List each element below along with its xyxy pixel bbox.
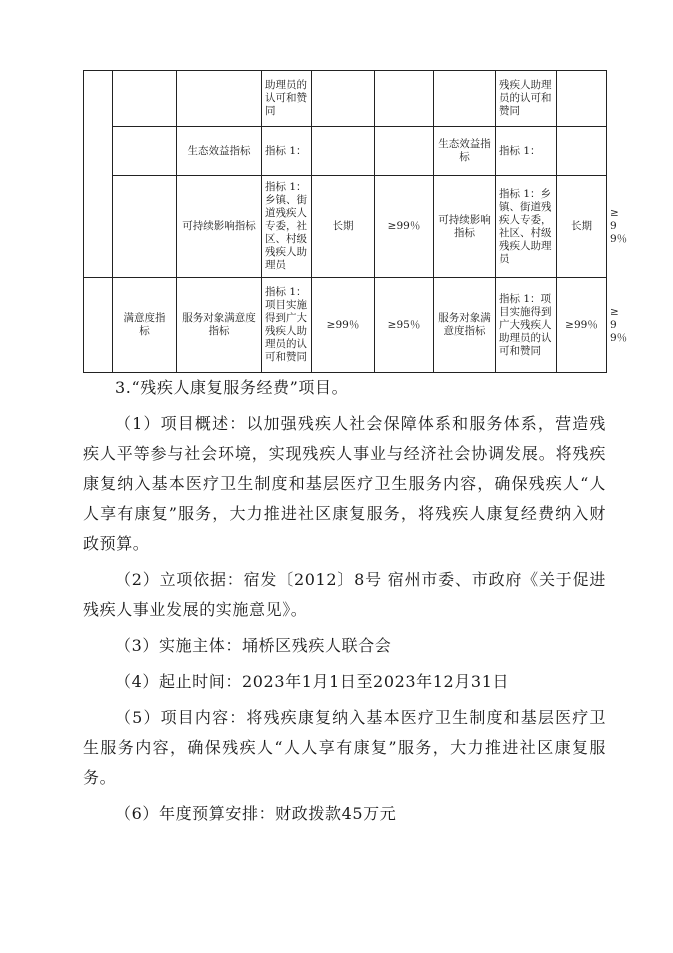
table-cell <box>557 127 607 176</box>
table-cell <box>312 71 375 127</box>
table-cell: 长期 <box>312 176 375 278</box>
table-cell <box>375 127 434 176</box>
table-cell <box>434 71 496 127</box>
table-row: 可持续影响指标 指标 1：乡镇、街道残疾人专委，社区、村级残疾人助理员 长期 ≥99％ 可持续影响指标 指标 1：乡镇、街道残疾人专委，社区、村级残疾人助理员 长期 ≥99％ <box>84 176 607 278</box>
table-cell: ≥99％ <box>312 278 375 373</box>
table-cell <box>312 127 375 176</box>
table-cell: 指标 1：乡镇、街道残疾人专委，社区、村级残疾人助理员 <box>496 176 557 278</box>
paragraph-period: （4）起止时间：2023年1月1日至2023年12月31日 <box>115 672 510 691</box>
table-cell <box>557 71 607 127</box>
table-cell: 长期 <box>557 176 607 278</box>
table-cell <box>84 71 113 278</box>
performance-indicator-table <box>83 70 628 373</box>
table-cell: 服务对象满意度指标 <box>434 278 496 373</box>
table-cell: 指标 1：乡镇、街道残疾人专委，社区、村级残疾人助理员 <box>262 176 312 278</box>
table-row <box>84 127 607 176</box>
table-cell <box>177 71 262 127</box>
table-cell <box>113 127 177 176</box>
indicator-table <box>83 70 628 373</box>
paragraph-overview: （1）项目概述：以加强残疾人社会保障体系和服务体系，营造残疾人平等参与社会环境，实现残疾人事业与经济社会协调发展。将残疾康复纳入基本医疗卫生制度和基层医疗卫生服务内容，确保残疾人“人人享有康复”服务，大力推进社区康复服务，将残疾人康复经费纳入财政预算。 <box>83 414 606 553</box>
paragraph-basis: （2）立项依据：宿发〔2012〕8号 宿州市委、市政府《关于促进残疾人事业发展的实施意见》。 <box>83 570 606 619</box>
table-cell <box>113 71 177 127</box>
table-row <box>84 71 607 127</box>
table-cell: 可持续影响指标 <box>177 176 262 278</box>
table-cell: 满意度指标 <box>113 278 177 373</box>
table-cell <box>84 278 113 373</box>
table-cell <box>375 71 434 127</box>
table-cell: 可持续影响指标 <box>434 176 496 278</box>
table-cell: 生态效益指标 <box>177 127 262 176</box>
table-cell: ≥95％ <box>375 278 434 373</box>
section-heading: 3.“残疾人康复服务经费”项目。 <box>115 378 349 397</box>
table-row: 满意度指标 服务对象满意度指标 指标 1：项目实施得到广大残疾人助理员的认可和赞同 ≥99％ ≥95％ 服务对象满意度指标 指标 1：项目实施得到广大残疾人助理员的认可和赞同 ≥99％ ≥99％ <box>84 278 607 373</box>
table-cell: ≥99％ <box>557 278 607 373</box>
table-cell: ≥99％ <box>375 176 434 278</box>
table-cell: 指标 1：项目实施得到广大残疾人助理员的认可和赞同 <box>496 278 557 373</box>
table-cell <box>113 176 177 278</box>
paragraph-implementer: （3）实施主体：埇桥区残疾人联合会 <box>115 636 392 655</box>
table-cell: 指标 1：项目实施得到广大残疾人助理员的认可和赞同 <box>262 278 312 373</box>
section-body <box>83 373 606 829</box>
table-cell: 助理员的认可和赞同 <box>262 71 312 127</box>
paragraph-budget: （6）年度预算安排：财政拨款45万元 <box>115 804 397 823</box>
table-cell: 生态效益指标 <box>434 127 496 176</box>
table-cell: 残疾人助理员的认可和赞同 <box>496 71 557 127</box>
table-cell: 指标 1： <box>496 127 557 176</box>
table-cell: 服务对象满意度指标 <box>177 278 262 373</box>
table-cell: 指标 1： <box>262 127 312 176</box>
paragraph-content: （5）项目内容：将残疾康复纳入基本医疗卫生制度和基层医疗卫生服务内容，确保残疾人“人人享有康复”服务，大力推进社区康复服务。 <box>83 708 606 787</box>
